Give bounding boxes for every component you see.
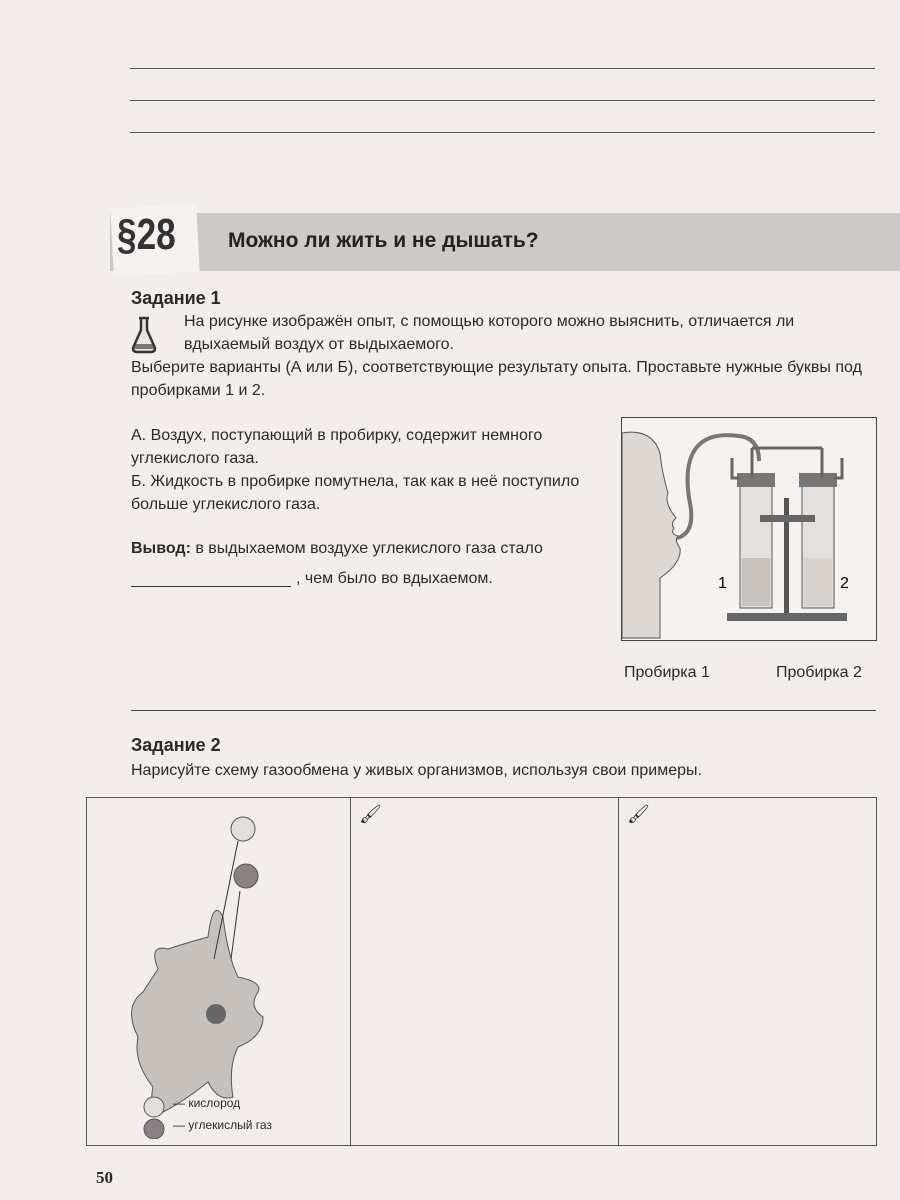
- conclusion: [131, 537, 543, 560]
- task2-instruction: Нарисуйте схему газообмена у живых организмов, используя свои примеры.: [131, 762, 702, 779]
- task2-heading: Задание 2: [131, 735, 221, 755]
- legend-oxygen: — кислород: [173, 1096, 241, 1110]
- experiment-figure: [621, 417, 877, 641]
- task1-heading: Задание 1: [131, 288, 221, 308]
- option-a: А. Воздух, поступающий в пробирку, содержит немного углекислого газа.: [131, 427, 543, 467]
- legend-co2: — углекислый газ: [173, 1118, 272, 1132]
- option-b: Б. Жидкость в пробирке помутнела, так как в неё поступило больше углекислого газа.: [131, 473, 580, 513]
- drawing-cell-1[interactable]: [351, 798, 619, 1146]
- conclusion-end: , чем было во вдыхаемом.: [296, 570, 493, 587]
- conclusion-label: Вывод:: [131, 540, 191, 557]
- task1-intro: На рисунке изображён опыт, с помощью которого можно выяснить, отличается ли вдыхаемый воздух от выдыхаемого.: [184, 313, 795, 353]
- section-title: Можно ли жить и не дышать?: [228, 229, 539, 252]
- amoeba-gas-exchange-diagram: [88, 799, 346, 1139]
- page-number: 50: [96, 1168, 113, 1187]
- answer-line: [130, 132, 875, 133]
- tube2-label: Пробирка 2: [776, 664, 862, 681]
- drawing-cell-2[interactable]: [619, 798, 877, 1146]
- example-cell: [87, 798, 351, 1146]
- tube1-number: 1: [718, 575, 727, 592]
- section-number: §28: [117, 210, 176, 259]
- brush-icon: 🖌: [627, 804, 650, 824]
- conclusion-blank[interactable]: [131, 586, 291, 587]
- tube2-number: 2: [840, 575, 849, 592]
- brush-icon: 🖌: [359, 804, 382, 824]
- divider: [131, 710, 876, 711]
- answer-line: [130, 100, 875, 101]
- task1-instruction: Выберите варианты (А или Б), соответствующие результату опыта. Проставьте нужные буквы под пробирками 1 и 2.: [131, 359, 862, 399]
- drawing-table: [86, 797, 877, 1146]
- flask-icon: [130, 316, 158, 354]
- answer-line: [130, 68, 875, 69]
- tube1-label: Пробирка 1: [624, 664, 710, 681]
- conclusion-text: в выдыхаемом воздухе углекислого газа стало: [195, 540, 543, 557]
- experiment-illustration: [622, 418, 876, 640]
